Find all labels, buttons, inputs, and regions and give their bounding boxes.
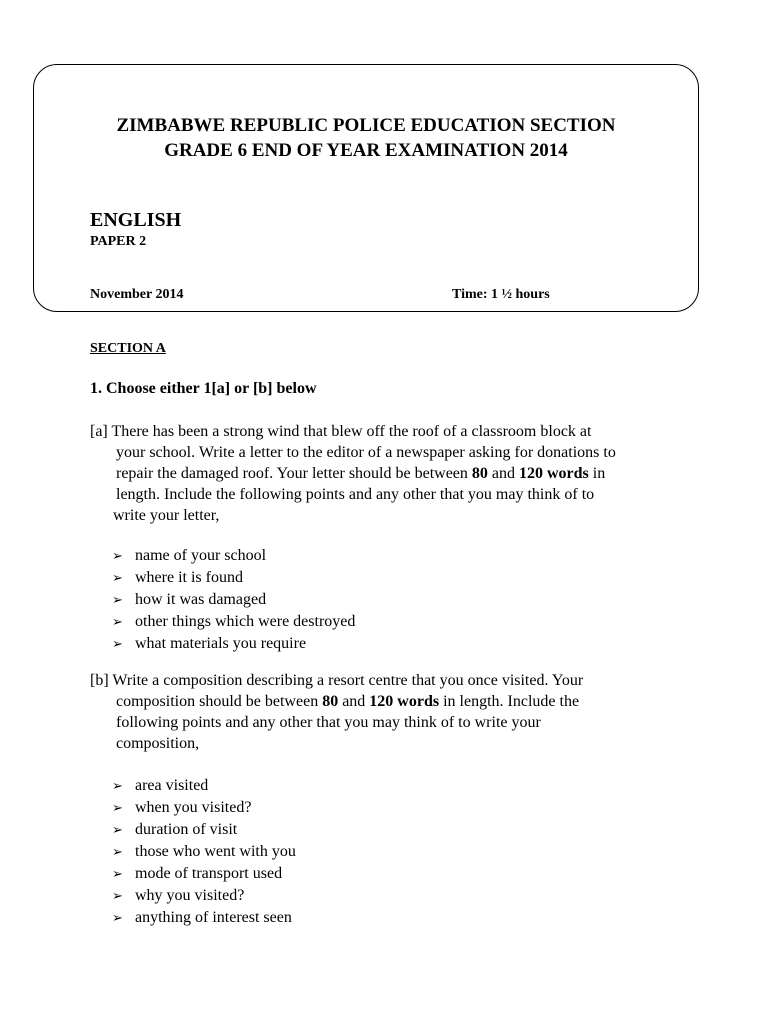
- paper-number: PAPER 2: [90, 234, 147, 249]
- list-item: [112, 819, 296, 841]
- word-max: 120 words: [369, 693, 440, 710]
- arrowhead-bullet-icon: ➢: [112, 801, 123, 816]
- arrowhead-bullet-icon: ➢: [112, 889, 123, 904]
- list-item: [112, 611, 355, 633]
- question-instruction: 1. Choose either 1[a] or [b] below: [90, 380, 317, 397]
- list-item: [112, 797, 296, 819]
- arrowhead-bullet-icon: ➢: [112, 637, 123, 652]
- list-item-text: how it was damaged: [135, 591, 267, 608]
- part-b-line: following points and any other that you may think of to write your: [116, 714, 541, 731]
- list-item-text: area visited: [135, 777, 209, 794]
- list-item-text: anything of interest seen: [135, 909, 292, 926]
- list-item: [112, 567, 355, 589]
- arrowhead-bullet-icon: ➢: [112, 779, 123, 794]
- header-box: [33, 64, 699, 312]
- list-item-text: when you visited?: [135, 799, 252, 816]
- part-b-prompt: [90, 670, 583, 754]
- part-a-line: [a] There has been a strong wind that blew off the roof of a classroom block at: [90, 423, 592, 440]
- list-item-text: why you visited?: [135, 887, 245, 904]
- part-a-prompt: [90, 421, 616, 526]
- part-b-text: and: [338, 693, 370, 710]
- arrowhead-bullet-icon: ➢: [112, 911, 123, 926]
- word-min: 80: [322, 693, 339, 710]
- part-a-bullet-list: [112, 545, 355, 655]
- part-a-text: and: [487, 465, 519, 482]
- arrowhead-bullet-icon: ➢: [112, 571, 123, 586]
- exam-time: Time: 1 ½ hours: [452, 287, 550, 302]
- arrowhead-bullet-icon: ➢: [112, 615, 123, 630]
- part-a-text: repair the damaged roof. Your letter should be between: [116, 465, 472, 482]
- section-heading: SECTION A: [90, 341, 166, 356]
- list-item: [112, 863, 296, 885]
- list-item: [112, 545, 355, 567]
- arrowhead-bullet-icon: ➢: [112, 845, 123, 860]
- list-item-text: where it is found: [135, 569, 243, 586]
- list-item: [112, 589, 355, 611]
- part-b-bullet-list: [112, 775, 296, 929]
- list-item-text: what materials you require: [135, 635, 307, 652]
- part-b-line: composition,: [116, 735, 200, 752]
- part-b-line: [b] Write a composition describing a resort centre that you once visited. Your: [90, 672, 584, 689]
- part-a-line: [90, 463, 616, 484]
- list-item-text: mode of transport used: [135, 865, 283, 882]
- list-item: [112, 633, 355, 655]
- list-item-text: those who went with you: [135, 843, 296, 860]
- subject-title: ENGLISH: [90, 209, 182, 231]
- exam-date: November 2014: [90, 287, 184, 302]
- arrowhead-bullet-icon: ➢: [112, 867, 123, 882]
- word-min: 80: [471, 465, 488, 482]
- arrowhead-bullet-icon: ➢: [112, 823, 123, 838]
- part-a-line: write your letter,: [113, 507, 220, 524]
- list-item-text: name of your school: [135, 547, 267, 564]
- part-b-text: composition should be between: [116, 693, 323, 710]
- list-item-text: other things which were destroyed: [135, 613, 356, 630]
- list-item-text: duration of visit: [135, 821, 238, 838]
- arrowhead-bullet-icon: ➢: [112, 593, 123, 608]
- word-max: 120 words: [519, 465, 589, 482]
- list-item: [112, 885, 296, 907]
- list-item: [112, 907, 296, 929]
- exam-title-line1: ZIMBABWE REPUBLIC POLICE EDUCATION SECTION: [116, 115, 616, 136]
- list-item: [112, 775, 296, 797]
- part-a-text: in: [588, 465, 606, 482]
- list-item: [112, 841, 296, 863]
- part-b-line: [90, 691, 583, 712]
- part-a-line: length. Include the following points and any other that you may think of to: [116, 486, 595, 503]
- part-a-line: your school. Write a letter to the editor of a newspaper asking for donations to: [116, 444, 616, 461]
- arrowhead-bullet-icon: ➢: [112, 549, 123, 564]
- part-b-text: in length. Include the: [439, 693, 580, 710]
- exam-title-line2: GRADE 6 END OF YEAR EXAMINATION 2014: [164, 140, 568, 161]
